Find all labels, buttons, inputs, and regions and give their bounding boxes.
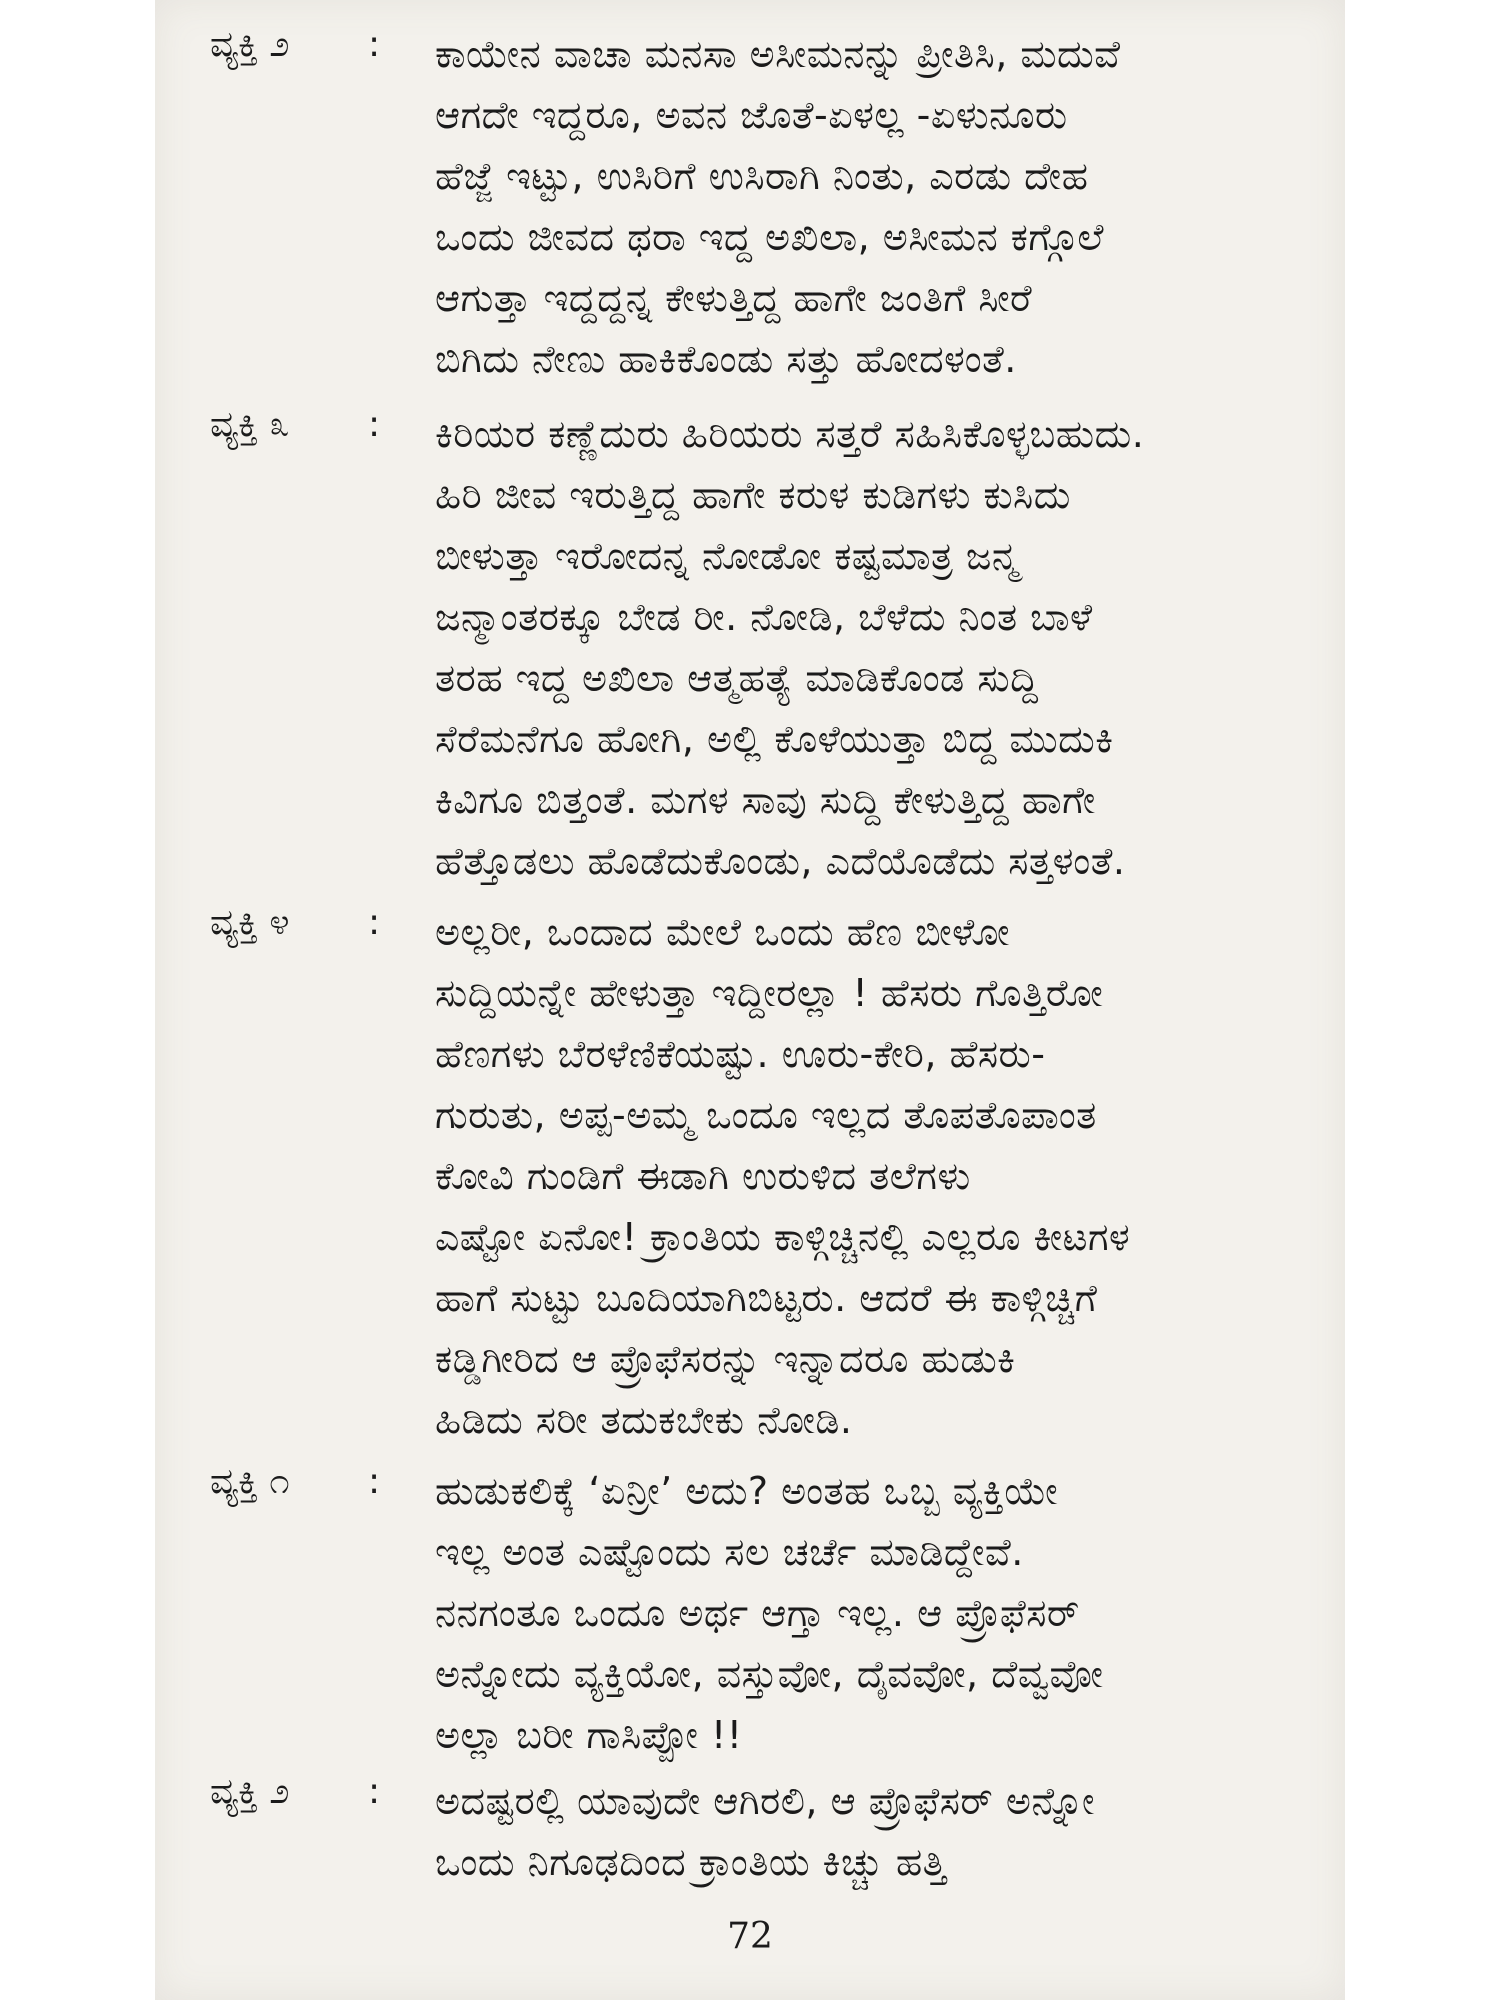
speaker-separator: : [368, 404, 381, 445]
page-number: 72 [727, 1916, 773, 1957]
dialogue-line: ಕಾಯೇನ ವಾಚಾ ಮನಸಾ ಅಸೀಮನನ್ನು ಪ್ರೀತಿಸಿ, ಮದುವೆ [435, 32, 1121, 76]
dialogue-line: ಹೆಜ್ಜೆ ಇಟ್ಟು, ಉಸಿರಿಗೆ ಉಸಿರಾಗಿ ನಿಂತು, ಎರಡು ದೇಹ [435, 154, 1089, 198]
dialogue-line: ಆಗದೇ ಇದ್ದರೂ, ಅವನ ಜೊತೆ-ಏಳಲ್ಲ -ಏಳುನೂರು [435, 93, 1068, 137]
dialogue-text [435, 404, 1315, 892]
dialogue-line: ಒಂದು ಜೀವದ ಥರಾ ಇದ್ದ ಅಖಿಲಾ, ಅಸೀಮನ ಕಗ್ಗೊಲೆ [435, 215, 1105, 259]
dialogue-line: ಅನ್ನೋದು ವ್ಯಕ್ತಿಯೋ, ವಸ್ತುವೋ, ದೈವವೋ, ದೆವ್ವವೋ [435, 1652, 1104, 1696]
dialogue-line: ಹೆಣಗಳು ಬೆರಳೆಣಿಕೆಯಷ್ಟು. ಊರು-ಕೇರಿ, ಹೆಸರು- [435, 1032, 1046, 1076]
dialogue-line: ಸುದ್ದಿಯನ್ನೇ ಹೇಳುತ್ತಾ ಇದ್ದೀರಲ್ಲಾ ! ಹೆಸರು ಗೊತ್ತಿರೋ [435, 971, 1104, 1015]
speaker-separator: : [368, 1461, 381, 1502]
dialogue-line: ಕಡ್ಡಿಗೀರಿದ ಆ ಪ್ರೊಫೆಸರನ್ನು ಇನ್ನಾದರೂ ಹುಡುಕಿ [435, 1337, 1016, 1381]
dialogue-line: ಹಿಡಿದು ಸರೀ ತದುಕಬೇಕು ನೋಡಿ. [435, 1398, 853, 1442]
dialogue-text [435, 902, 1315, 1451]
speaker-label: ವ್ಯಕ್ತಿ ೩ [210, 404, 290, 445]
dialogue-line: ಹೆತ್ತೊಡಲು ಹೊಡೆದುಕೊಂಡು, ಎದೆಯೊಡೆದು ಸತ್ತಳಂತೆ. [435, 839, 1126, 883]
dialogue-line: ಸೆರೆಮನೆಗೂ ಹೋಗಿ, ಅಲ್ಲಿ ಕೊಳೆಯುತ್ತಾ ಬಿದ್ದ ಮುದುಕಿ [435, 717, 1114, 761]
dialogue-line: ಕಿವಿಗೂ ಬಿತ್ತಂತೆ. ಮಗಳ ಸಾವು ಸುದ್ದಿ ಕೇಳುತ್ತಿದ್ದ ಹಾಗೇ [435, 778, 1096, 822]
dialogue-line: ಹಿರಿ ಜೀವ ಇರುತ್ತಿದ್ದ ಹಾಗೇ ಕರುಳ ಕುಡಿಗಳು ಕುಸಿದು [435, 473, 1071, 517]
dialogue-line: ಆಗುತ್ತಾ ಇದ್ದದ್ದನ್ನ ಕೇಳುತ್ತಿದ್ದ ಹಾಗೇ ಜಂತಿಗೆ ಸೀರೆ [435, 276, 1033, 320]
speaker-label: ವ್ಯಕ್ತಿ ೨ [210, 24, 290, 65]
dialogue-line: ಅದಷ್ಟರಲ್ಲಿ ಯಾವುದೇ ಆಗಿರಲಿ, ಆ ಪ್ರೊಫೆಸರ್ ಅನ್ನೋ [435, 1779, 1095, 1823]
dialogue-line: ಹುಡುಕಲಿಕ್ಕೆ ‘ಏನ್ರೀ’ ಅದು? ಅಂತಹ ಒಬ್ಬ ವ್ಯಕ್ತಿಯೇ [435, 1469, 1059, 1513]
dialogue-line: ಅಲ್ಲಾ ಬರೀ ಗಾಸಿಪ್ಪೋ !! [435, 1713, 743, 1757]
dialogue-line: ಕೋವಿ ಗುಂಡಿಗೆ ಈಡಾಗಿ ಉರುಳಿದ ತಲೆಗಳು [435, 1154, 971, 1198]
dialogue-text [435, 1461, 1315, 1766]
dialogue-line: ಹಾಗೆ ಸುಟ್ಟು ಬೂದಿಯಾಗಿಬಿಟ್ಟರು. ಆದರೆ ಈ ಕಾಳ್ಗಿಚ್ಚಿಗೆ [435, 1276, 1098, 1320]
dialogue-line: ಬಿಗಿದು ನೇಣು ಹಾಕಿಕೊಂಡು ಸತ್ತು ಹೋದಳಂತೆ. [435, 337, 1017, 381]
dialogue-line: ಬೀಳುತ್ತಾ ಇರೋದನ್ನ ನೋಡೋ ಕಷ್ಟಮಾತ್ರ ಜನ್ಮ [435, 534, 1019, 578]
dialogue-text [435, 1771, 1315, 1893]
dialogue-line: ಇಲ್ಲ ಅಂತ ಎಷ್ಟೊಂದು ಸಲ ಚರ್ಚೆ ಮಾಡಿದ್ದೇವೆ. [435, 1530, 1024, 1574]
speaker-label: ವ್ಯಕ್ತಿ ೪ [210, 902, 290, 943]
dialogue-line: ಎಷ್ಟೋ ಏನೋ! ಕ್ರಾಂತಿಯ ಕಾಳ್ಗಿಚ್ಚಿನಲ್ಲಿ ಎಲ್ಲರೂ ಕೀಟಗಳ [435, 1215, 1131, 1259]
speaker-separator: : [368, 24, 381, 65]
dialogue-line: ಗುರುತು, ಅಪ್ಪ-ಅಮ್ಮ ಒಂದೂ ಇಲ್ಲದ ತೊಪತೊಪಾಂತ [435, 1093, 1097, 1137]
speaker-separator: : [368, 902, 381, 943]
speaker-separator: : [368, 1771, 381, 1812]
dialogue-line: ಕಿರಿಯರ ಕಣ್ಣೆದುರು ಹಿರಿಯರು ಸತ್ತರೆ ಸಹಿಸಿಕೊಳ್ಳಬಹುದು. [435, 412, 1145, 456]
dialogue-line: ತರಹ ಇದ್ದ ಅಖಿಲಾ ಆತ್ಮಹತ್ಯೆ ಮಾಡಿಕೊಂಡ ಸುದ್ದಿ [435, 656, 1039, 700]
speaker-label: ವ್ಯಕ್ತಿ ೨ [210, 1771, 290, 1812]
dialogue-line: ಒಂದು ನಿಗೂಢದಿಂದ ಕ್ರಾಂತಿಯ ಕಿಚ್ಚು ಹತ್ತಿ [435, 1840, 947, 1884]
dialogue-line: ನನಗಂತೂ ಒಂದೂ ಅರ್ಥ ಆಗ್ತಾ ಇಲ್ಲ. ಆ ಪ್ರೊಫೆಸರ್ [435, 1591, 1080, 1635]
dialogue-text [435, 24, 1315, 390]
dialogue-line: ಜನ್ಮಾಂತರಕ್ಕೂ ಬೇಡ ರೀ. ನೋಡಿ, ಬೆಳೆದು ನಿಂತ ಬಾಳೆ [435, 595, 1093, 639]
speaker-label: ವ್ಯಕ್ತಿ ೧ [210, 1461, 290, 1502]
dialogue-line: ಅಲ್ಲರೀ, ಒಂದಾದ ಮೇಲೆ ಒಂದು ಹೆಣ ಬೀಳೋ [435, 910, 1010, 954]
